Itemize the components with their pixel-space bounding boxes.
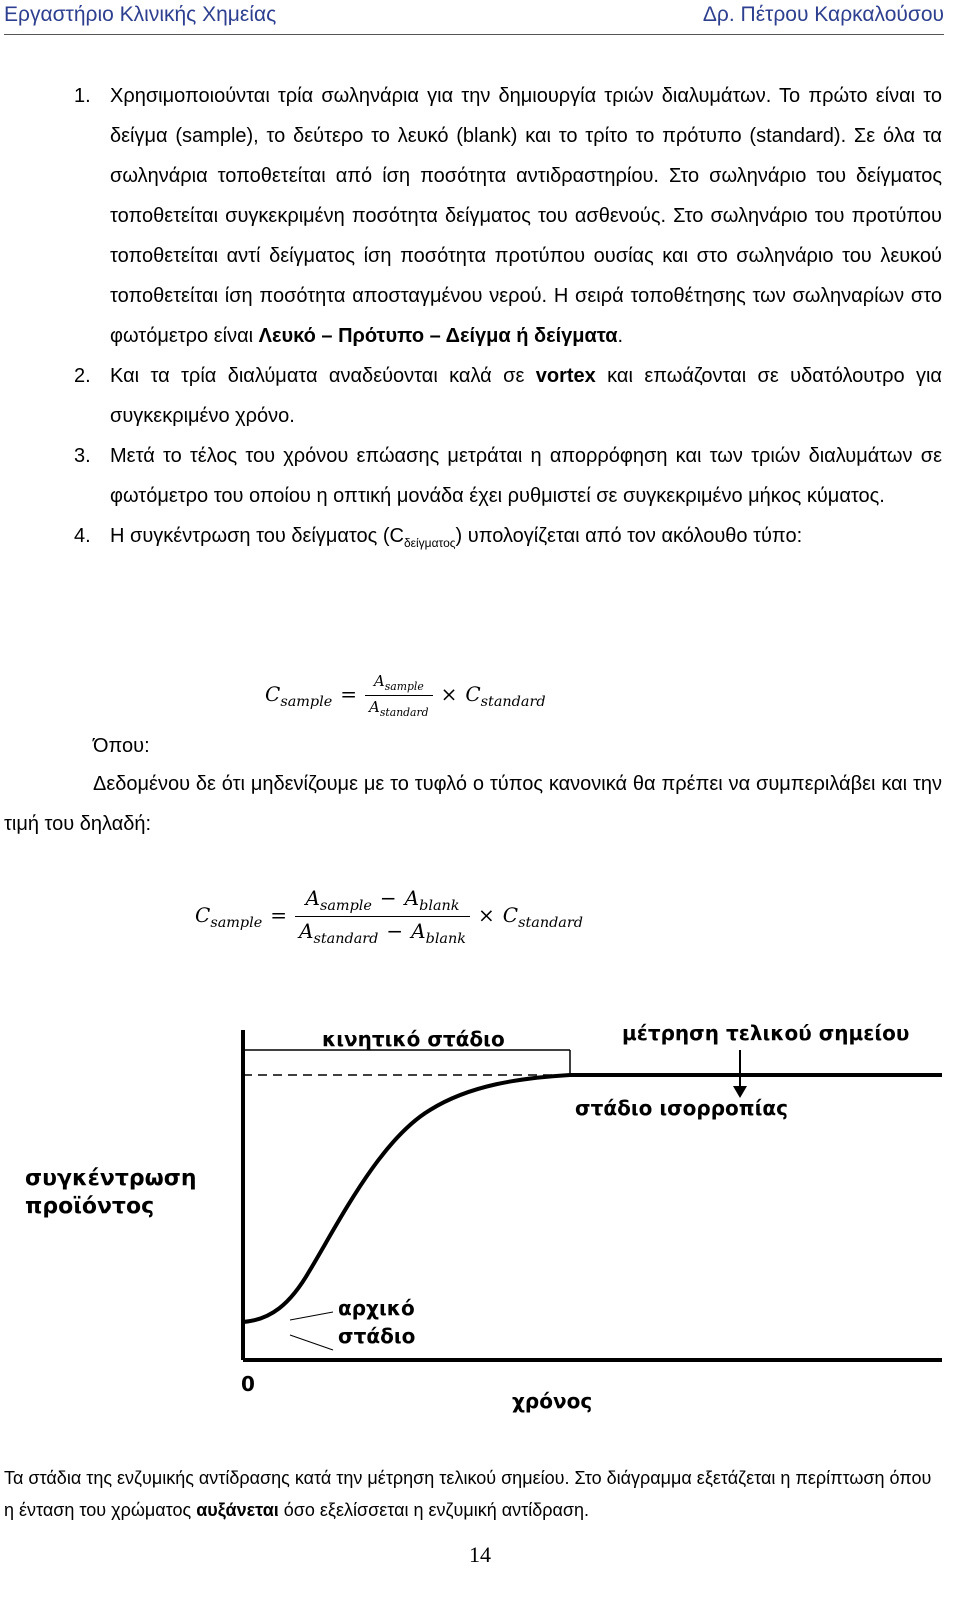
formula-symbol: A [305,886,320,910]
caption-text: Τα στάδια της ενζυμικής αντίδρασης κατά την μέτρηση τελικού σημείου. Στο διάγραμμα εξετάζεται η περίπτωση όπου η ένταση του χρώματος [4,1468,932,1520]
header-left-title: Εργαστήριο Κλινικής Χημείας [4,3,277,26]
formula-symbol: C [195,903,211,927]
item-text-end: . [617,325,624,347]
equilibrium-label: στάδιο ισορροπίας [575,1096,789,1120]
item-bold-text: Λευκό – Πρότυπο – Δείγμα ή δείγματα [258,325,618,347]
procedure-list [74,76,942,563]
formula-subscript: standard [313,931,379,947]
formula-subscript: sample [210,915,263,931]
formula-subscript: standard [379,706,429,719]
header-rule [4,34,944,35]
initial-stage-label-line2: στάδιο [338,1324,416,1348]
formula-symbol: C [465,682,481,706]
formula-basic: $C_{sample}$ = $\frac{A_{sample}}{A_{standard}}$ × $C_{standard}$ [265,672,546,719]
kinetic-stage-label: κινητικό στάδιο [322,1027,505,1051]
list-number: 1. [74,85,91,107]
item-text: Χρησιμοποιούνται τρία σωληνάρια για την δημιουργία τριών διαλυμάτων. Το πρώτο είναι το δείγμα (sample), το δεύτερο το λευκό (blank) και το τρίτο το πρότυπο (standard). Σε όλα τα σωληνάρια τοποθετείται από ίση ποσότητα αντιδραστηρίου. Στο σωληνάριο του δείγματος τοποθετείται συγκεκριμένη ποσότητα δείγματος του ασθενούς. Στο σωληνάριο του προτύπου τοποθετείται αντί δείγματος ίση ποσότητα προτύπου ουσίας και στο σωληνάριο του λευκού τοποθετείται ίση ποσότητα αποσταγμένου νερού. Η σειρά τοποθέτησης των σωληναρίων στο φωτόμετρο είναι [110,85,942,347]
formula-subscript: sample [319,898,372,914]
caption-text-end: όσο εξελίσσεται η ενζυμική αντίδραση. [278,1500,590,1520]
formula-subscript: sample [384,680,424,693]
item-text-end: ) υπολογίζεται από τον ακόλουθο τύπο: [455,525,803,547]
y-axis-label-line1: συγκέντρωση [25,1166,197,1191]
blank-paragraph: Δεδομένου δε ότι μηδενίζουμε με το τυφλό ο τύπος κανονικά θα πρέπει να συμπεριλάβει και την τιμή του δηλαδή: [4,773,942,835]
formula-symbol: A [373,672,385,690]
formula-subscript: blank [425,931,466,947]
item-text: Μετά το τέλος του χρόνου επώασης μετράται η απορρόφηση και των τριών διαλυμάτων σε φωτόμετρο του οποίου η οπτική μονάδα έχει ρυθμιστεί σε συγκεκριμένο μήκος κύματος. [110,445,942,507]
formula-subscript: standard [518,915,583,931]
y-axis-label-line2: προϊόντος [25,1194,155,1219]
list-item-2 [74,356,942,436]
formula-fraction [365,672,433,719]
page-header [0,0,960,40]
formula-symbol: A [411,919,426,943]
list-number: 3. [74,445,91,467]
origin-label: 0 [241,1372,255,1396]
formula-symbol: A [299,919,314,943]
header-right-author: Δρ. Πέτρου Καρκαλούσου [702,3,944,26]
list-item-3 [74,436,942,516]
formula-symbol: C [502,903,519,927]
figure-caption [4,1462,942,1526]
reaction-stages-figure [0,1020,960,1420]
endpoint-label: μέτρηση τελικού σημείου [622,1021,910,1045]
x-axis-label: χρόνος [512,1389,593,1413]
item-text-end: και επωάζονται σε υδατόλουτρο για συγκεκριμένο χρόνο. [110,365,942,427]
item-text: Και τα τρία διαλύματα αναδεύονται καλά σε [110,365,536,387]
formula-subscript: blank [419,898,460,914]
page-number: 14 [469,1542,491,1567]
item-bold-text: vortex [535,365,596,387]
formula-fraction: $\frac{A_{sample} - A_{blank}}{A_{standard} - A_{blank}}$ [295,886,470,947]
list-item-4 [74,516,942,563]
formula-symbol: A [369,698,380,716]
formula-subscript: sample [280,694,333,710]
formula-symbol: A [404,886,420,910]
list-number: 2. [74,365,91,387]
caption-bold-text: αυξάνεται [196,1500,279,1520]
item-subscript: δείγματος [403,536,456,550]
list-item-1 [74,76,942,356]
where-label: Όπου: [93,735,150,757]
initial-stage-label-line1: αρχικό [338,1296,415,1320]
initial-stage-pointer [290,1312,333,1320]
initial-stage-pointer [290,1335,333,1350]
item-text: Η συγκέντρωση του δείγματος (C [110,525,404,547]
formula-symbol: C [265,682,281,706]
formula-subscript: standard [480,694,546,710]
formula-with-blank: $C_{sample}$ = $\frac{A_{sample} - A_{blank}}{A_{standard} - A_{blank}}$ × $C_{standard}$ [195,886,583,947]
list-number: 4. [74,525,91,547]
